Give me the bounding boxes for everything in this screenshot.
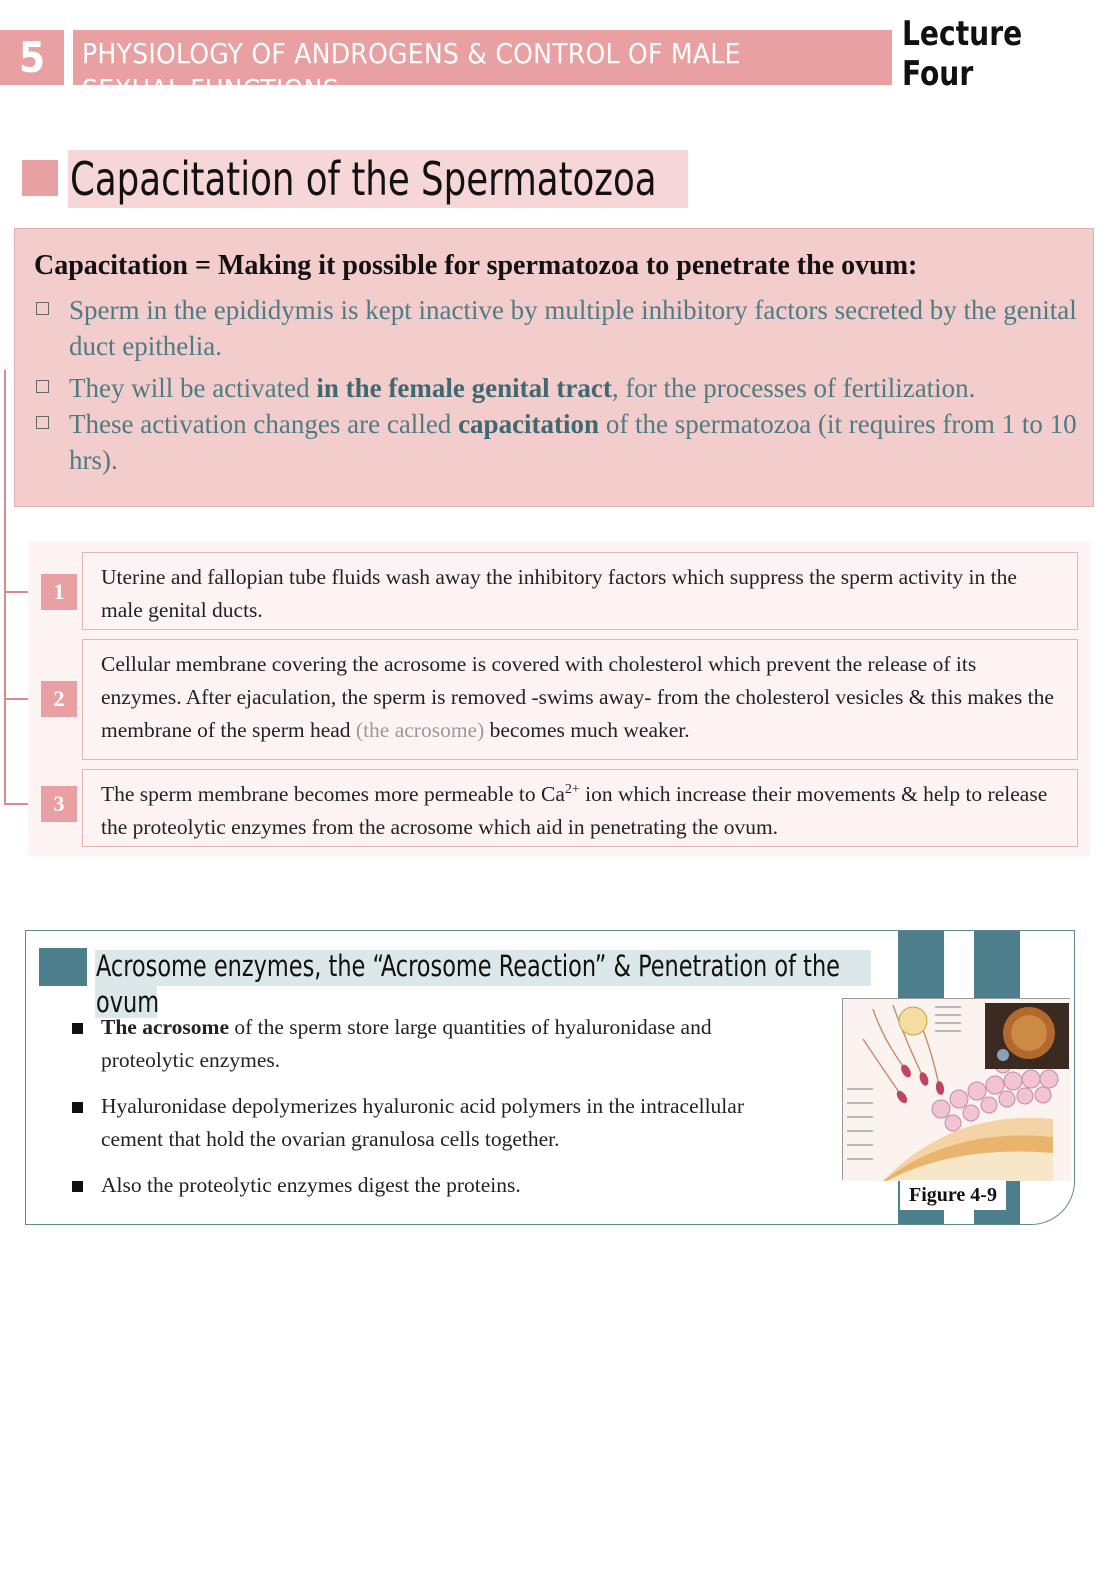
chapter-number: 5 (0, 30, 64, 85)
section-title-capacitation: Capacitation of the Spermatozoa (70, 152, 657, 206)
text-run: , for the processes of fertilization. (611, 373, 976, 403)
text-run: These activation changes are called (69, 409, 459, 439)
chapter-title: PHYSIOLOGY OF ANDROGENS & CONTROL OF MALE SEXUAL FUNCTIONS (82, 37, 741, 106)
step-number: 3 (41, 786, 77, 822)
emphasis-text: The acrosome (101, 1015, 229, 1039)
figure-sperm-penetration-illustration (842, 998, 1070, 1180)
text-run: of the spermatozoa (it requires from 1 to 10 hrs). (69, 409, 1077, 475)
capacitation-definition: Capacitation = Making it possible for spermatozoa to penetrate the ovum: (34, 250, 918, 281)
text-run: of the sperm store large quantities of hyaluronidase and proteolytic enzymes. (101, 1015, 712, 1072)
figure-caption: Figure 4-9 (900, 1180, 1006, 1210)
list-item-text (69, 406, 1086, 478)
figure-illustration-svg (843, 999, 1071, 1181)
checkbox-bullet-icon (36, 302, 49, 315)
emphasis-text: in the female genital tract (316, 373, 612, 403)
step-box (82, 552, 1078, 630)
section-marker-square (39, 948, 87, 986)
step-text: ion which increase their movements & help to release the proteolytic enzymes from the acrosome which aid in penetrating the ovum. (101, 782, 1048, 839)
step-box (82, 639, 1078, 760)
square-bullet-icon (72, 1102, 83, 1113)
list-item (70, 1169, 810, 1202)
list-item-text: Hyaluronidase depolymerizes hyaluronic acid polymers in the intracellular cement that hold the ovarian granulosa cells together. (101, 1094, 744, 1151)
step-text: Cellular membrane covering the acrosome is covered with cholesterol which prevent the release of its enzymes. After ejaculation, the sperm is removed -swims away- from the cholesterol vesicles & this makes the membrane of the sperm head (101, 652, 1054, 742)
lecture-label: Lecture Four (902, 14, 1023, 94)
list-item (36, 406, 1086, 478)
chapter-title-clip (82, 30, 890, 106)
list-item-text (101, 1011, 810, 1077)
step-box (82, 769, 1078, 847)
step-number: 2 (41, 681, 77, 717)
square-bullet-icon (72, 1181, 83, 1192)
list-item (70, 1011, 810, 1077)
checkbox-bullet-icon (36, 380, 49, 393)
section-marker-square (22, 160, 58, 196)
step-text-aside: (the acrosome) (355, 718, 485, 742)
section-title-acrosome: Acrosome enzymes, the “Acrosome Reaction” & Penetration of the ovum (96, 949, 840, 1019)
header-separator (64, 30, 73, 85)
checkbox-bullet-icon (36, 416, 49, 429)
step-text: becomes much weaker. (484, 718, 690, 742)
list-item-text: Also the proteolytic enzymes digest the proteins. (101, 1173, 521, 1197)
connector-line (4, 370, 6, 804)
step-text: Uterine and fallopian tube fluids wash away the inhibitory factors which suppress the sperm activity in the male genital ducts. (101, 565, 1017, 622)
list-item (36, 292, 1086, 364)
text-run: They will be activated (69, 373, 317, 403)
step-number: 1 (41, 574, 77, 610)
square-bullet-icon (72, 1023, 83, 1034)
step-text: The sperm membrane becomes more permeable to Ca (101, 782, 565, 806)
list-item-text (69, 370, 1086, 406)
superscript: 2+ (564, 781, 580, 797)
list-item (36, 370, 1086, 406)
list-item-text: Sperm in the epididymis is kept inactive by multiple inhibitory factors secreted by the genital duct epithelia. (69, 295, 1077, 361)
list-item (70, 1090, 810, 1156)
emphasis-text: capacitation (458, 409, 600, 439)
